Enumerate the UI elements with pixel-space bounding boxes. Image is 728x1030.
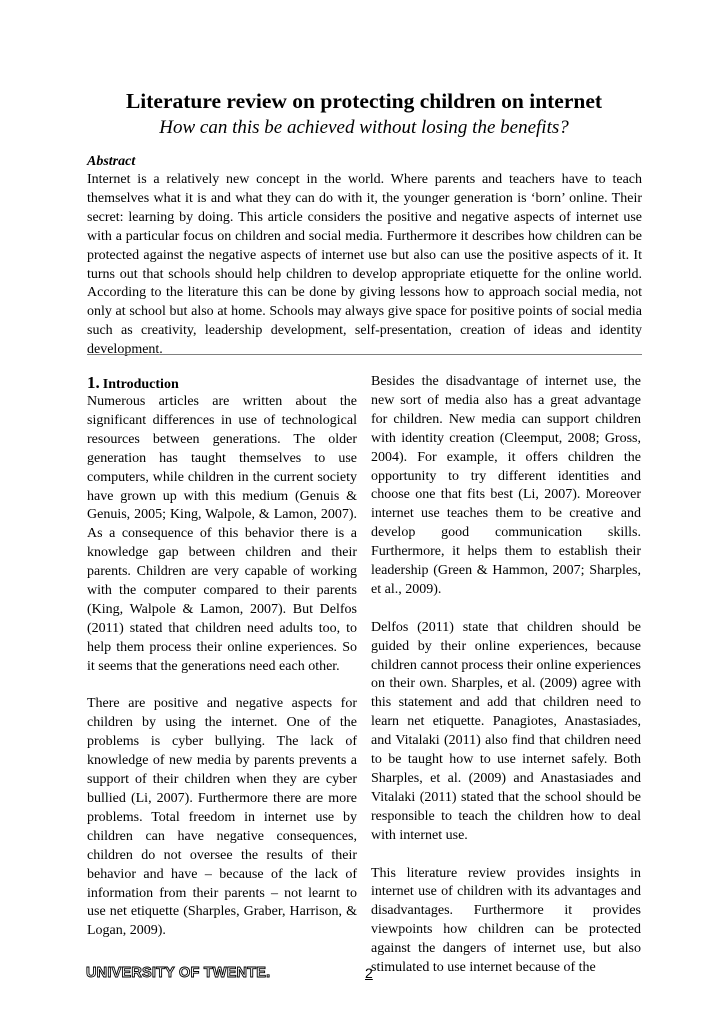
abstract-text: Internet is a relatively new concept in the world. Where parents and teachers have to teach themselves what it is and what they can do with it, the younger generation is ‘born’ online. Their secret: learning by doing. This article considers the positive and negative aspects of internet use with a particular focus on children and social media. Furthermore it describes how children can be protected against the negative aspects of internet use but also can use the positive aspects of it. It turns out that schools should help children to develop appropriate etiquette for the online world. According to the literature this can be done by giving lessons how to approach social media, not only at school but also at home. Schools may always give space for positive points of social media such as creativity, leadership development, self-presentation, creation of ideas and identity development.	[87, 172, 642, 358]
paper-title: Literature review on protecting children on internet	[125, 89, 603, 113]
section-title: Introduction	[102, 377, 179, 392]
paragraph: Besides the disadvantage of internet use, the new sort of media also has a great advantage for children. New media can support children with identity creation (Cleemput, 2008; Gross, 2004). For example, it offers children the opportunity to try different identities and choose one that fits best (Li, 2007). Moreover internet use teaches them to be creative and develop good communication skills. Furthermore, it helps them to establish their leadership (Green & Hammon, 2007; Sharples, et al., 2009).	[371, 374, 641, 597]
left-column	[87, 373, 357, 960]
paragraph: Delfos (2011) state that children should be guided by their online experiences, because children cannot process their online experiences on their own. Sharples, et al. (2009) agree with this statement and add that children need to learn net etiquette. Panagiotes, Anastasiades, and Vitalaki (2011) also find that children need to be taught how to use internet safely. Both Sharples, et al. (2009) and Anastasiades and Vitalaki (2011) stated that the school should be responsible to teach the children how to deal with internet use.	[371, 619, 641, 843]
page-number: 2	[365, 965, 373, 981]
paper-subtitle: How can this be achieved without losing the benefits?	[159, 117, 569, 138]
right-column	[371, 373, 641, 997]
section-divider	[87, 354, 642, 355]
university-logo: UNIVERSITY OF TWENTE.	[86, 965, 271, 981]
paragraph: Numerous articles are written about the significant differences in use of technological resources between generations. The older generation has taught themselves to use computers, while children in the current society have grown up with this medium (Genuis & Genuis, 2005; King, Walpole, & Lamon, 2007). As a consequence of this behavior there is a knowledge gap between children and their parents. Children are very capable of working with the computer compared to their parents (King, Walpole & Lamon, 2007). But Delfos (2011) stated that children need adults too, to help them process their online experiences. So it seems that the generations need each other.	[87, 394, 357, 674]
abstract-heading: Abstract	[87, 154, 136, 169]
section-heading	[87, 373, 357, 393]
paragraph: There are positive and negative aspects for children by using the internet. One of the problems is cyber bullying. The lack of knowledge of new media by parents prevents a support of their children when they are cyber bullied (Li, 2007). Furthermore there are more problems. Total freedom in internet use by children can have negative consequences, children do not oversee the results of their behavior and have – because of the lack of information from their parents – not learnt to use net etiquette (Sharples, Graber, Harrison, & Logan, 2009).	[87, 696, 357, 939]
paragraph: This literature review provides insights in internet use of children with its advantages and disadvantages. Furthermore it provides viewpoints how children can be protected against the dangers of internet use, but also stimulated to use internet because of the	[371, 865, 641, 976]
section-number: 1.	[87, 373, 100, 392]
